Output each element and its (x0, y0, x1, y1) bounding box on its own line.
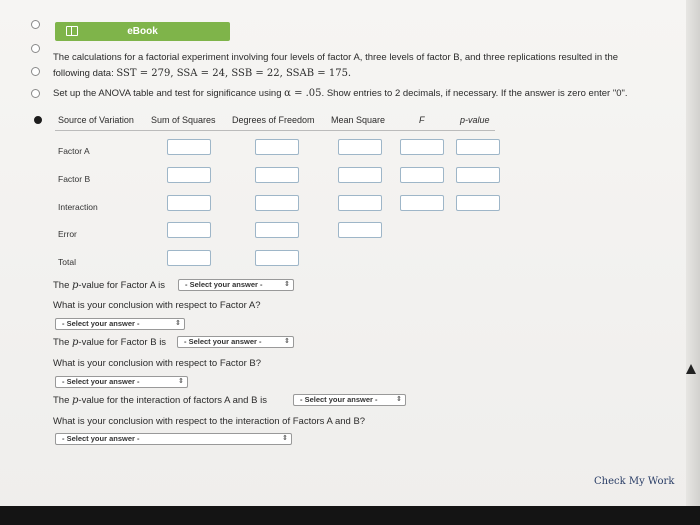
question-line-3-prefix: Set up the ANOVA table and test for significance using (53, 88, 285, 99)
anova-table-header (55, 112, 495, 131)
p-value-factor-a-select[interactable] (178, 279, 294, 291)
header-source: Source of Variation (58, 115, 134, 125)
book-icon (66, 26, 78, 36)
row-label-error: Error (58, 229, 77, 239)
factor-b-f-input[interactable] (400, 167, 444, 183)
p-value-factor-a-prompt (53, 280, 165, 291)
q1-prefix: The (53, 280, 73, 291)
question-data-values: SST = 279, SSA = 24, SSB = 22, SSAB = 175. (116, 68, 352, 79)
p-value-factor-b-select[interactable] (177, 336, 294, 348)
question-line-3 (53, 88, 628, 99)
select-arrow-icon: ⇕ (396, 396, 402, 403)
ebook-button[interactable] (55, 22, 230, 41)
header-sum-of-squares: Sum of Squares (151, 115, 216, 125)
question-line-2 (53, 68, 351, 79)
factor-a-sum-of-squares-input[interactable] (167, 139, 211, 155)
question-nav-radio-4[interactable] (31, 89, 40, 98)
row-label-interaction: Interaction (58, 202, 98, 212)
p-value-factor-b-prompt (53, 337, 166, 348)
select-placeholder: - Select your answer - (62, 434, 140, 443)
factor-a-mean-square-input[interactable] (338, 139, 382, 155)
select-placeholder: - Select your answer - (185, 280, 263, 289)
screen-bottom-bezel (0, 506, 700, 525)
q5-suffix: -value for the interaction of factors A and B is (78, 395, 267, 406)
q3-suffix: -value for Factor B is (78, 337, 167, 348)
q1-suffix: -value for Factor A is (78, 280, 166, 291)
ebook-label: eBook (127, 26, 158, 37)
factor-a-df-input[interactable] (255, 139, 299, 155)
question-line-1: The calculations for a factorial experiment involving four levels of factor A, three levels of factor B, and three replications resulted in the (53, 52, 619, 63)
p-value-interaction-prompt (53, 395, 267, 406)
conclusion-interaction-select[interactable] (55, 433, 292, 445)
question-line-2-prefix: following data: (53, 68, 117, 79)
conclusion-factor-b-select[interactable] (55, 376, 188, 388)
q1-p: p (72, 280, 79, 291)
interaction-sum-of-squares-input[interactable] (167, 195, 211, 211)
factor-b-p-value-input[interactable] (456, 167, 500, 183)
q5-p: p (72, 395, 79, 406)
error-df-input[interactable] (255, 222, 299, 238)
question-nav-radio-3[interactable] (31, 67, 40, 76)
select-arrow-icon: ⇕ (178, 378, 184, 385)
p-value-interaction-select[interactable] (293, 394, 406, 406)
conclusion-factor-a-prompt: What is your conclusion with respect to Factor A? (53, 300, 261, 311)
row-label-factor-a: Factor A (58, 146, 90, 156)
select-placeholder: - Select your answer - (300, 395, 378, 404)
interaction-df-input[interactable] (255, 195, 299, 211)
mouse-cursor-icon (686, 364, 696, 374)
row-label-total: Total (58, 257, 76, 267)
interaction-mean-square-input[interactable] (338, 195, 382, 211)
conclusion-factor-b-prompt: What is your conclusion with respect to Factor B? (53, 358, 262, 369)
alpha-value: α = .05 (284, 88, 322, 99)
factor-b-mean-square-input[interactable] (338, 167, 382, 183)
select-placeholder: - Select your answer - (184, 337, 262, 346)
factor-a-f-input[interactable] (400, 139, 444, 155)
header-mean-square: Mean Square (331, 115, 386, 125)
question-nav-radio-2[interactable] (31, 44, 40, 53)
total-sum-of-squares-input[interactable] (167, 250, 211, 266)
select-arrow-icon: ⇕ (284, 338, 290, 345)
screen-edge (686, 0, 700, 506)
factor-b-sum-of-squares-input[interactable] (167, 167, 211, 183)
interaction-p-value-input[interactable] (456, 195, 500, 211)
interaction-f-input[interactable] (400, 195, 444, 211)
select-placeholder: - Select your answer - (62, 319, 140, 328)
conclusion-factor-a-select[interactable] (55, 318, 185, 330)
question-nav-radio-current[interactable] (34, 116, 42, 124)
error-sum-of-squares-input[interactable] (167, 222, 211, 238)
select-arrow-icon: ⇕ (175, 320, 181, 327)
select-placeholder: - Select your answer - (62, 377, 140, 386)
q5-prefix: The (53, 395, 73, 406)
question-line-3-suffix: . Show entries to 2 decimals, if necessary. If the answer is zero enter "0". (321, 88, 628, 99)
question-nav-radio-1[interactable] (31, 20, 40, 29)
row-label-factor-b: Factor B (58, 174, 91, 184)
header-f: F (419, 115, 425, 125)
conclusion-interaction-prompt: What is your conclusion with respect to the interaction of Factors A and B? (53, 416, 366, 427)
check-my-work-link[interactable]: Check My Work (594, 476, 675, 487)
total-df-input[interactable] (255, 250, 299, 266)
select-arrow-icon: ⇕ (282, 435, 288, 442)
header-p-value: p-value (460, 115, 490, 125)
error-mean-square-input[interactable] (338, 222, 382, 238)
factor-a-p-value-input[interactable] (456, 139, 500, 155)
q3-prefix: The (53, 337, 73, 348)
q3-p: p (72, 337, 79, 348)
select-arrow-icon: ⇕ (284, 281, 290, 288)
factor-b-df-input[interactable] (255, 167, 299, 183)
header-degrees-of-freedom: Degrees of Freedom (232, 115, 315, 125)
